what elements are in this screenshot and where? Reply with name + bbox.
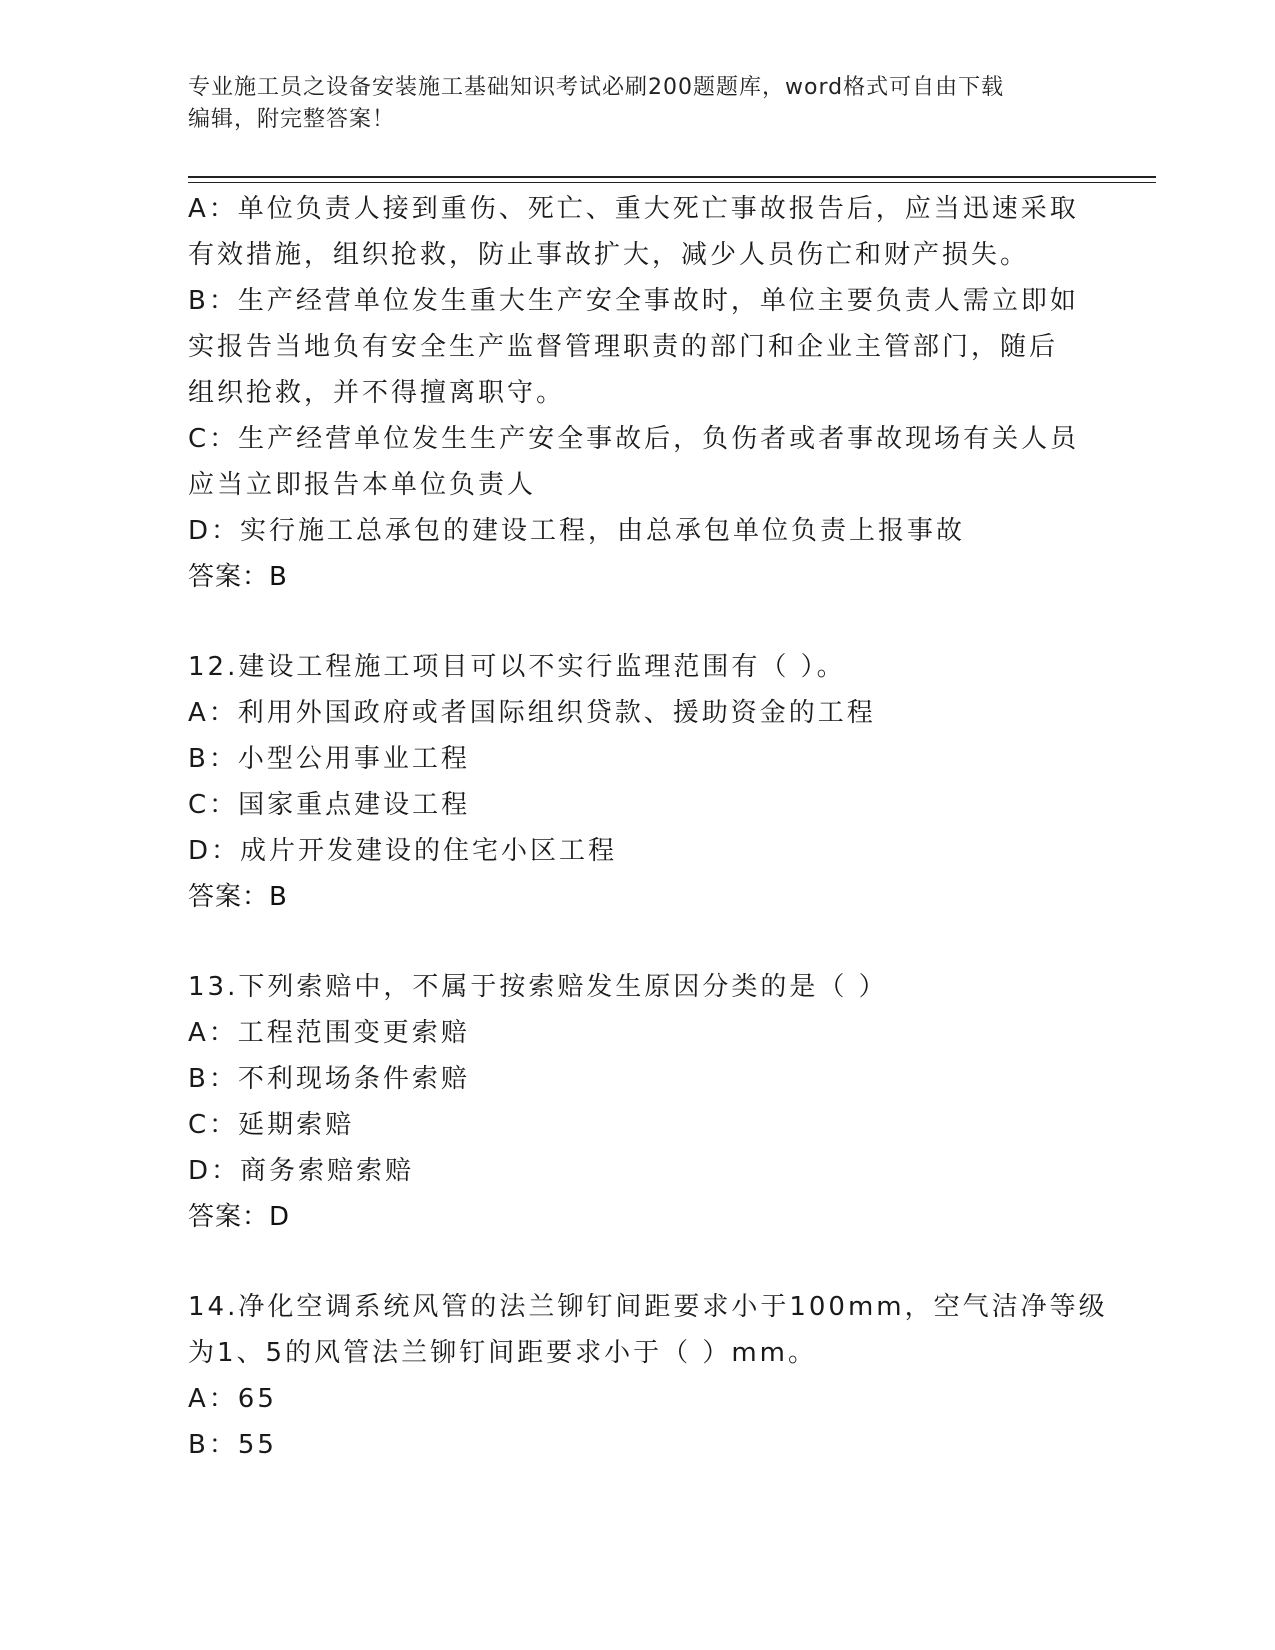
option-b: B：55 bbox=[188, 1430, 277, 1460]
option-line: C：生产经营单位发生生产安全事故后，负伤者或者事故现场有关人员 bbox=[188, 424, 1080, 454]
document-body bbox=[188, 186, 1108, 1468]
option-line: 应当立即报告本单位负责人 bbox=[188, 470, 537, 500]
spacer bbox=[188, 920, 1088, 964]
question-text: 12.建设工程施工项目可以不实行监理范围有（ ）。 bbox=[188, 652, 846, 682]
option-line: D：实行施工总承包的建设工程，由总承包单位负责上报事故 bbox=[188, 516, 966, 546]
spacer bbox=[188, 1240, 1088, 1284]
header-divider-thick bbox=[188, 176, 1156, 178]
option-d bbox=[188, 508, 1088, 554]
option-a: A：工程范围变更索赔 bbox=[188, 1018, 470, 1048]
option-line: 有效措施，组织抢救，防止事故扩大，减少人员伤亡和财产损失。 bbox=[188, 240, 1030, 270]
document-header bbox=[188, 72, 1088, 136]
option-d: D：商务索赔索赔 bbox=[188, 1156, 415, 1186]
option-c: C：延期索赔 bbox=[188, 1110, 355, 1140]
option-c bbox=[188, 416, 1088, 508]
answer-line: 答案：B bbox=[188, 882, 288, 912]
question-13 bbox=[188, 964, 1088, 1240]
question-text: 13.下列索赔中，不属于按索赔发生原因分类的是（ ） bbox=[188, 972, 888, 1002]
option-b: B：小型公用事业工程 bbox=[188, 744, 470, 774]
option-d: D：成片开发建设的住宅小区工程 bbox=[188, 836, 618, 866]
option-line: A：单位负责人接到重伤、死亡、重大死亡事故报告后，应当迅速采取 bbox=[188, 194, 1079, 224]
question-12 bbox=[188, 644, 1088, 920]
question-text-line: 14.净化空调系统风管的法兰铆钉间距要求小于100mm，空气洁净等级 bbox=[188, 1292, 1108, 1322]
option-line: 组织抢救，并不得擅离职守。 bbox=[188, 378, 566, 408]
header-title-line-1: 专业施工员之设备安装施工基础知识考试必刷200题题库，word格式可自由下载 bbox=[188, 75, 1005, 100]
option-line: 实报告当地负有安全生产监督管理职责的部门和企业主管部门，随后 bbox=[188, 332, 1059, 362]
option-line: B：生产经营单位发生重大生产安全事故时，单位主要负责人需立即如 bbox=[188, 286, 1079, 316]
question-14 bbox=[188, 1284, 1108, 1468]
option-b bbox=[188, 278, 1088, 416]
option-b: B：不利现场条件索赔 bbox=[188, 1064, 470, 1094]
answer-line: 答案：B bbox=[188, 562, 288, 592]
option-a: A：65 bbox=[188, 1384, 277, 1414]
spacer bbox=[188, 600, 1088, 644]
option-c: C：国家重点建设工程 bbox=[188, 790, 471, 820]
header-title-line-2: 编辑，附完整答案！ bbox=[188, 107, 396, 132]
question-text-line: 为1、5的风管法兰铆钉间距要求小于（ ）mm。 bbox=[188, 1338, 818, 1368]
option-a: A：利用外国政府或者国际组织贷款、援助资金的工程 bbox=[188, 698, 876, 728]
option-a bbox=[188, 186, 1088, 278]
header-divider-thin bbox=[188, 182, 1156, 183]
answer-line: 答案：D bbox=[188, 1202, 291, 1232]
question-11 bbox=[188, 186, 1088, 600]
